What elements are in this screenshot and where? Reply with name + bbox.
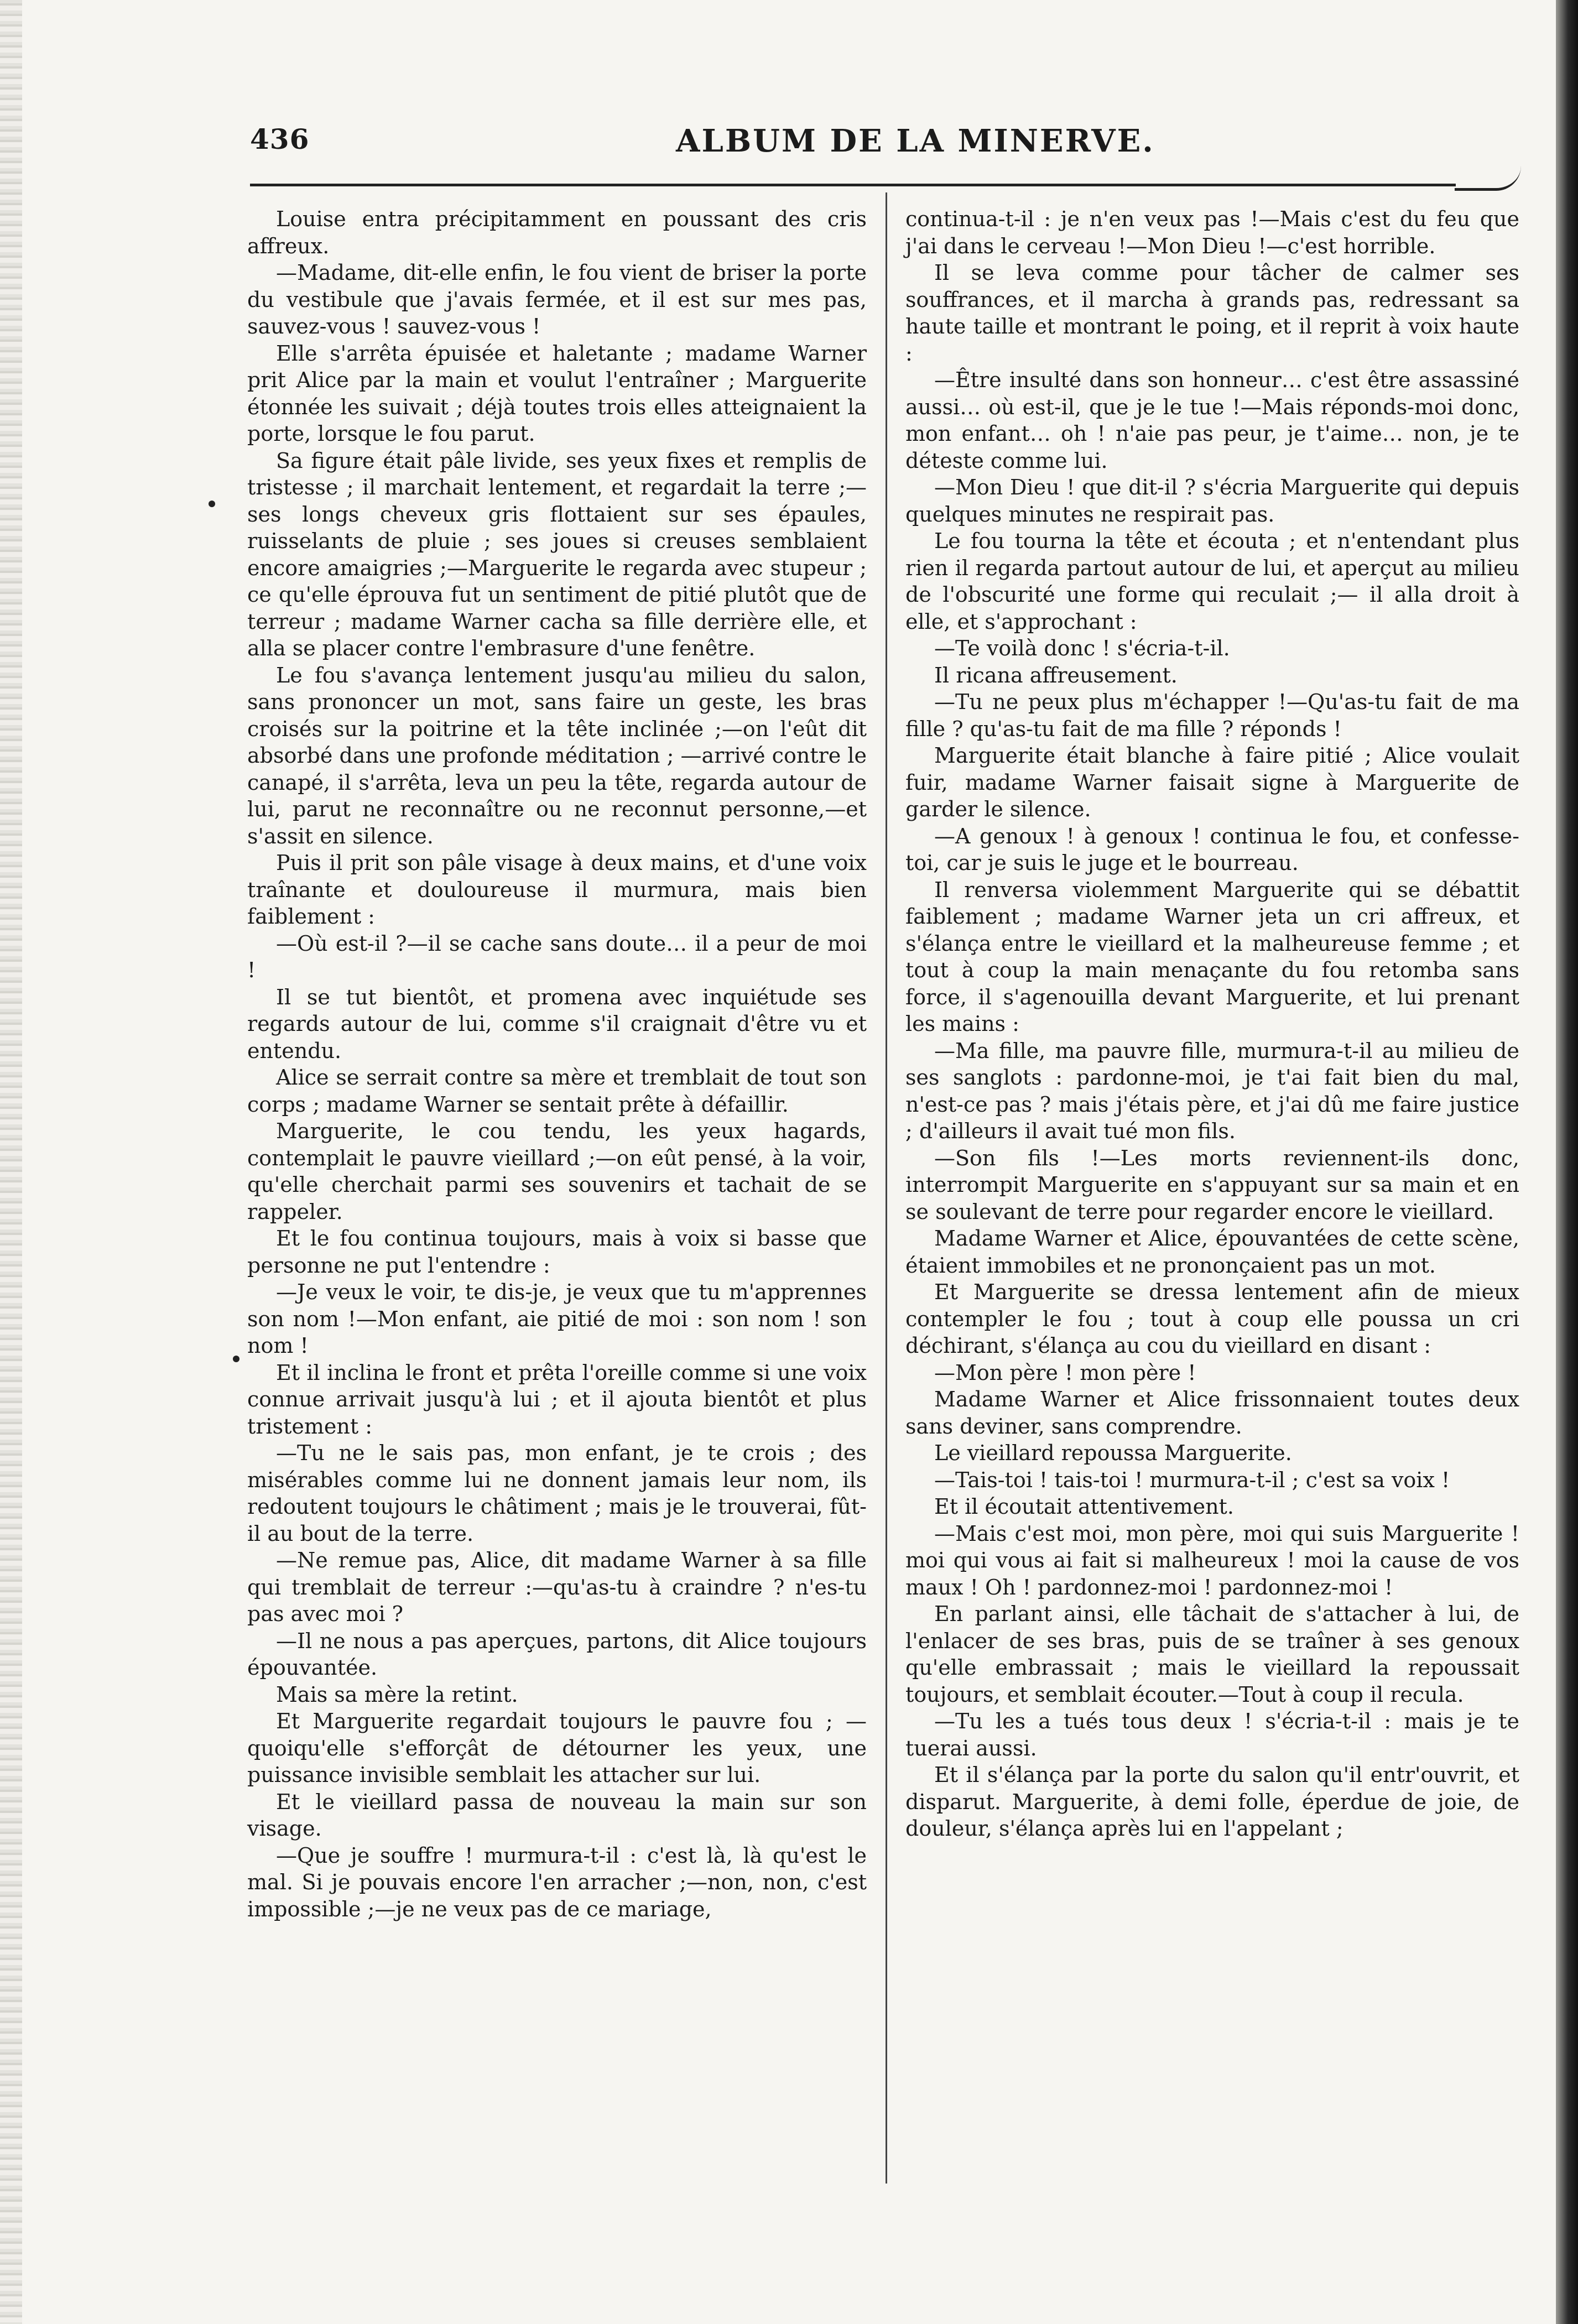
right-page-edge xyxy=(1556,0,1578,2324)
running-title: ALBUM DE LA MINERVE. xyxy=(676,123,1155,159)
paragraph: —Ne remue pas, Alice, dit madame Warner à sa fille qui tremblait de terreur :—qu'as-tu à craindre ? n'es-tu pas avec moi ? xyxy=(247,1548,867,1626)
paragraph: —Mon Dieu ! que dit-il ? s'écria Marguerite qui depuis quelques minutes ne respirait pas. xyxy=(905,475,1519,527)
margin-mark xyxy=(233,1356,239,1362)
paragraph: Louise entra précipitamment en poussant des cris affreux. xyxy=(247,207,867,258)
margin-mark xyxy=(209,501,215,507)
paragraph: Le fou tourna la tête et écouta ; et n'entendant plus rien il regarda partout autour de lui, et aperçut au milieu de l'obscurité une forme qui reculait ;— il alla droit à elle, et s'approchant : xyxy=(905,529,1519,634)
paragraph: —Être insulté dans son honneur… c'est être assassiné aussi… où est-il, que je le tue !—Mais réponds-moi donc, mon enfant… oh ! n'aie pas peur, je t'aime… non, je te déteste comme lui. xyxy=(905,368,1519,473)
paragraph: —Te voilà donc ! s'écria-t-il. xyxy=(934,636,1230,660)
paragraph: Il ricana affreusement. xyxy=(934,663,1178,687)
paragraph: Sa figure était pâle livide, ses yeux fixes et remplis de tristesse ; il marchait lentement, et regardait la terre ;—ses longs cheveux gris flottaient sur ses épaules, ruisselants de pluie ; ses joues si creuses semblaient encore amaigries ;—Marguerite le regarda avec stupeur ; ce qu'elle éprouva fut un sentiment de pitié plutôt que de terreur ; madame Warner cacha sa fille derrière elle, et alla se placer contre l'embrasure d'une fenêtre. xyxy=(247,448,867,660)
paragraph: Marguerite était blanche à faire pitié ; Alice voulait fuir, madame Warner faisait signe à Marguerite de garder le silence. xyxy=(905,743,1519,821)
paragraph: Et Marguerite se dressa lentement afin de mieux contempler le fou ; tout à coup elle poussa un cri déchirant, s'élança au cou du vieillard en disant : xyxy=(905,1280,1519,1358)
paragraph: Elle s'arrêta épuisée et haletante ; madame Warner prit Alice par la main et voulut l'entraîner ; Marguerite étonnée les suivait ; déjà toutes trois elles atteignaient la porte, lorsque le fou parut. xyxy=(247,341,867,446)
paragraph: Et le fou continua toujours, mais à voix si basse que personne ne put l'entendre : xyxy=(247,1226,867,1278)
header-rule xyxy=(250,184,1456,186)
paragraph: Mais sa mère la retint. xyxy=(276,1682,518,1707)
paragraph: —Mon père ! mon père ! xyxy=(934,1360,1196,1385)
paragraph: —Où est-il ?—il se cache sans doute… il a peur de moi ! xyxy=(247,931,867,982)
paragraph: Le vieillard repoussa Marguerite. xyxy=(934,1441,1292,1465)
page-number: 436 xyxy=(250,123,310,155)
paragraph: —A genoux ! à genoux ! continua le fou, et confesse-toi, car je suis le juge et le bourreau. xyxy=(905,824,1519,875)
paragraph: Il se tut bientôt, et promena avec inquiétude ses regards autour de lui, comme s'il craignait d'être vu et entendu. xyxy=(247,984,867,1063)
left-page-edge xyxy=(0,0,22,2324)
paragraph: continua-t-il : je n'en veux pas !—Mais c'est du feu que j'ai dans le cerveau !—Mon Dieu !—c'est horrible. xyxy=(905,207,1519,258)
paragraph: Le fou s'avança lentement jusqu'au milieu du salon, sans prononcer un mot, sans faire un geste, les bras croisés sur la poitrine et la tête inclinée ;—on l'eût dit absorbé dans une profonde méditation ; —arrivé contre le canapé, il s'arrêta, leva un peu la tête, regarda autour de lui, parut ne reconnaître ou ne reconnut personne,—et s'assit en silence. xyxy=(247,663,867,848)
paragraph: —Son fils !—Les morts reviennent-ils donc, interrompit Marguerite en s'appuyant sur sa main et en se soulevant de terre pour regarder encore le vieillard. xyxy=(905,1145,1519,1224)
paragraph: Et le vieillard passa de nouveau la main sur son visage. xyxy=(247,1789,867,1841)
left-column xyxy=(247,206,867,1922)
header-swash xyxy=(1455,166,1521,191)
column-divider xyxy=(886,192,887,2184)
paragraph: Puis il prit son pâle visage à deux mains, et d'une voix traînante et douloureuse il murmura, mais bien faiblement : xyxy=(247,851,867,929)
paragraph: Et il inclina le front et prêta l'oreille comme si une voix connue arrivait jusqu'à lui ; et il ajouta bientôt et plus tristement : xyxy=(247,1360,867,1439)
paragraph: —Tu ne peux plus m'échapper !—Qu'as-tu fait de ma fille ? qu'as-tu fait de ma fille ? réponds ! xyxy=(905,690,1519,741)
paragraph: —Il ne nous a pas aperçues, partons, dit Alice toujours épouvantée. xyxy=(247,1628,867,1680)
paragraph: Madame Warner et Alice, épouvantées de cette scène, étaient immobiles et ne prononçaient pas un mot. xyxy=(905,1226,1519,1278)
paragraph: Et Marguerite regardait toujours le pauvre fou ; —quoiqu'elle s'efforçât de détourner les yeux, une puissance invisible semblait les attacher sur lui. xyxy=(247,1709,867,1787)
paragraph: En parlant ainsi, elle tâchait de s'attacher à lui, de l'enlacer de ses bras, puis de se traîner à ses genoux qu'elle embrassait ; mais le vieillard la repoussait toujours, et semblait écouter.—Tout à coup il recula. xyxy=(905,1602,1519,1707)
page-header xyxy=(250,123,1494,178)
right-column xyxy=(905,206,1519,1842)
paragraph: —Mais c'est moi, mon père, moi qui suis Marguerite ! moi qui vous ai fait si malheureux ! moi la cause de vos maux ! Oh ! pardonnez-moi ! pardonnez-moi ! xyxy=(905,1521,1519,1599)
paragraph: Et il écoutait attentivement. xyxy=(934,1494,1234,1519)
paragraph: —Tu les a tués tous deux ! s'écria-t-il : mais je te tuerai aussi. xyxy=(905,1709,1519,1760)
paragraph: —Ma fille, ma pauvre fille, murmura-t-il au milieu de ses sanglots : pardonne-moi, je t'ai fait bien du mal, n'est-ce pas ? mais j'étais père, et j'ai dû me faire justice ; d'ailleurs il avait tué mon fils. xyxy=(905,1038,1519,1143)
paragraph: —Tu ne le sais pas, mon enfant, je te crois ; des misérables comme lui ne donnent jamais leur nom, ils redoutent toujours le châtiment ; mais je le trouverai, fût-il au bout de la terre. xyxy=(247,1441,867,1546)
paragraph: Il se leva comme pour tâcher de calmer ses souffrances, et il marcha à grands pas, redressant sa haute taille et montrant le poing, et il reprit à voix haute : xyxy=(905,260,1519,366)
paragraph: Madame Warner et Alice frissonnaient toutes deux sans deviner, sans comprendre. xyxy=(905,1387,1519,1439)
paragraph: —Tais-toi ! tais-toi ! murmura-t-il ; c'est sa voix ! xyxy=(934,1467,1450,1492)
paragraph: —Madame, dit-elle enfin, le fou vient de briser la porte du vestibule que j'avais fermée, et il est sur mes pas, sauvez-vous ! sauvez-vous ! xyxy=(247,260,867,338)
paragraph: Et il s'élança par la porte du salon qu'il entr'ouvrit, et disparut. Marguerite, à demi folle, éperdue de joie, de douleur, s'élança après lui en l'appelant ; xyxy=(905,1763,1519,1841)
paragraph: Alice se serrait contre sa mère et tremblait de tout son corps ; madame Warner se sentait prête à défaillir. xyxy=(247,1065,867,1117)
paragraph: —Que je souffre ! murmura-t-il : c'est là, là qu'est le mal. Si je pouvais encore l'en arracher ;—non, non, c'est impossible ;—je ne veux pas de ce mariage, xyxy=(247,1843,867,1921)
paragraph: Marguerite, le cou tendu, les yeux hagards, contemplait le pauvre vieillard ;—on eût pensé, à la voir, qu'elle cherchait parmi ses souvenirs et tachait de se rappeler. xyxy=(247,1119,867,1224)
paragraph: —Je veux le voir, te dis-je, je veux que tu m'apprennes son nom !—Mon enfant, aie pitié de moi : son nom ! son nom ! xyxy=(247,1280,867,1358)
paragraph: Il renversa violemment Marguerite qui se débattit faiblement ; madame Warner jeta un cri affreux, et s'élança entre le vieillard et la malheureuse femme ; et tout à coup la main menaçante du fou retomba sans force, il s'agenouilla devant Marguerite, et lui prenant les mains : xyxy=(905,877,1519,1036)
